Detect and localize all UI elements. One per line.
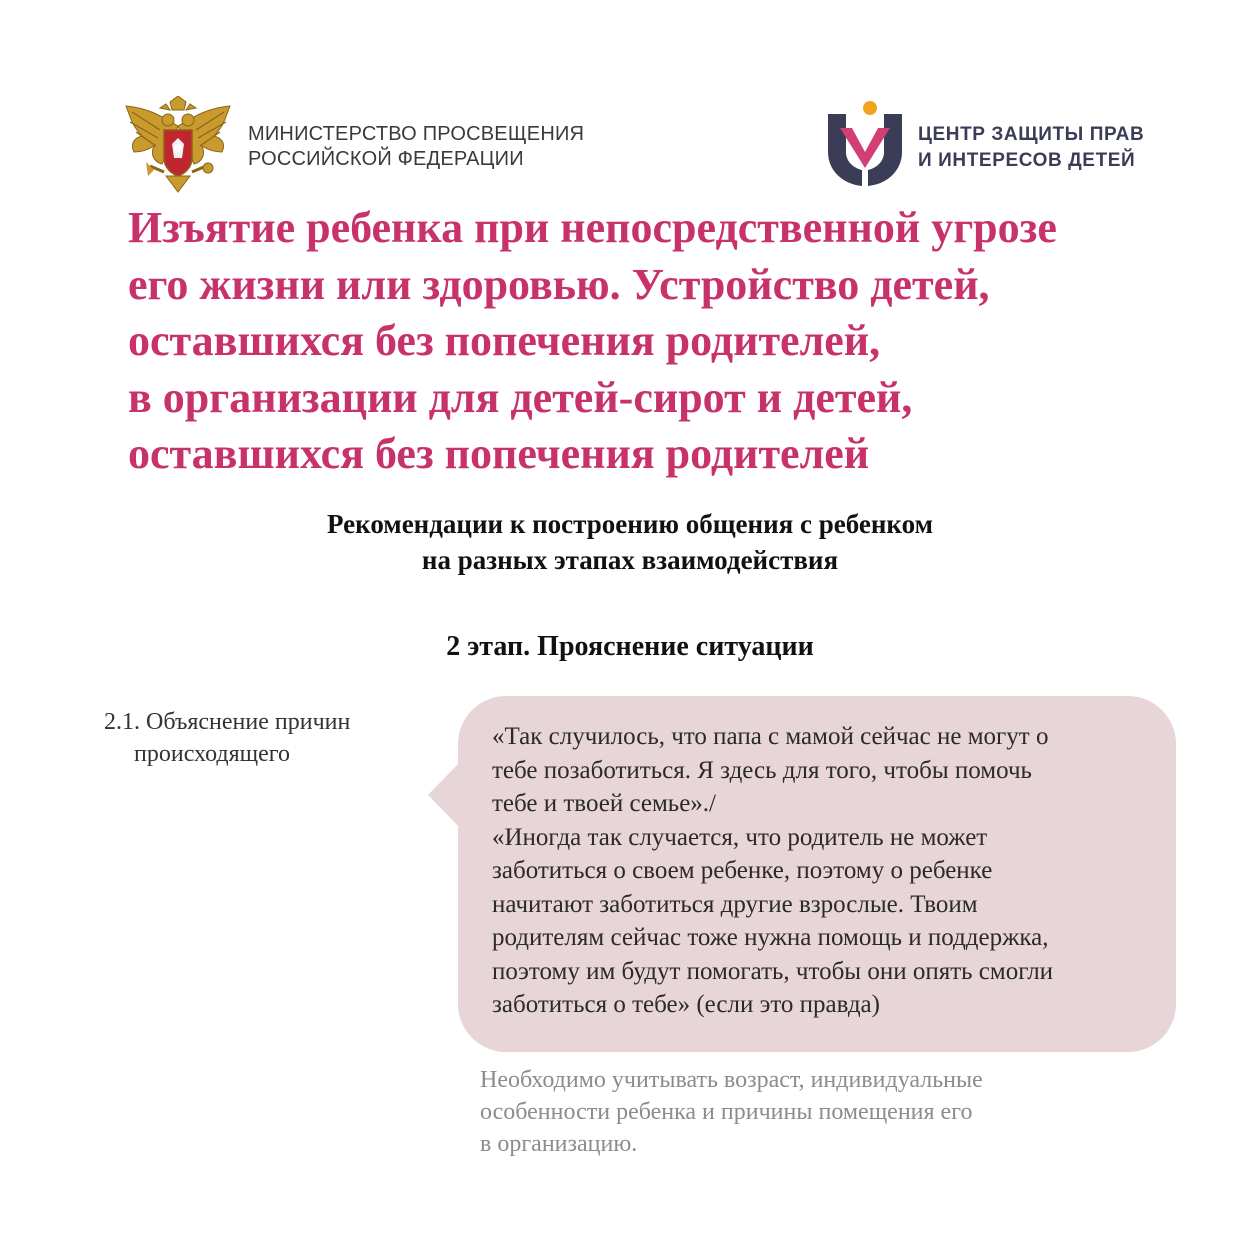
bubble-line: заботиться о тебе» (если это правда): [492, 991, 880, 1018]
page-subtitle: [0, 506, 1260, 578]
item-label-line: происходящего: [134, 741, 291, 767]
note-line: в организацию.: [480, 1131, 638, 1157]
center-name-line: ЦЕНТР ЗАЩИТЫ ПРАВ: [918, 124, 1145, 145]
center-name: [918, 122, 1144, 174]
bubble-line: поэтому им будут помогать, чтобы они опять смогли: [492, 957, 1054, 985]
bubble-line: «Так случилось, что папа с мамой сейчас не могут о: [492, 723, 1049, 750]
ministry-name-line: МИНИСТЕРСТВО ПРОСВЕЩЕНИЯ: [248, 123, 585, 145]
center-name-line: И ИНТЕРЕСОВ ДЕТЕЙ: [918, 150, 1136, 171]
title-line: Изъятие ребенка при непосредственной угрозе: [128, 203, 1057, 252]
ministry-name-line: РОССИЙСКОЙ ФЕДЕРАЦИИ: [248, 148, 524, 170]
speech-bubble-tail: [428, 760, 462, 830]
item-label: [104, 706, 424, 770]
ministry-name: [248, 122, 584, 172]
note-line: особенности ребенка и причины помещения его: [480, 1099, 973, 1125]
bubble-line: тебе и твоей семье»./: [492, 790, 716, 817]
bubble-line: заботиться о своем ребенке, поэтому о ребенке: [492, 857, 993, 884]
title-line: оставшихся без попечения родителей: [128, 429, 870, 478]
bubble-line: тебе позаботиться. Я здесь для того, чтобы помочь: [492, 756, 1032, 784]
title-line: его жизни или здоровью. Устройство детей,: [128, 259, 990, 309]
note-line: Необходимо учитывать возраст, индивидуальные: [480, 1067, 983, 1093]
russian-coat-of-arms-icon: [120, 96, 236, 194]
subtitle-line: на разных этапах взаимодействия: [421, 545, 839, 575]
bubble-line: «Иногда так случается, что родитель не может: [492, 823, 988, 851]
stage-title: 2 этап. Прояснение ситуации: [446, 631, 814, 662]
bubble-line: начитают заботиться другие взрослые. Твоим: [492, 890, 978, 918]
title-line: в организации для детей-сирот и детей,: [128, 372, 913, 422]
note-text: [480, 1064, 1180, 1160]
title-line: оставшихся без попечения родителей,: [128, 316, 881, 365]
bubble-line: родителям сейчас тоже нужна помощь и поддержка,: [492, 924, 1049, 951]
page-title: [128, 200, 1168, 483]
item-label-line: 2.1. Объяснение причин: [104, 709, 351, 735]
subtitle-line: Рекомендации к построению общения с ребенком: [327, 509, 933, 539]
hands-heart-logo-icon: [822, 100, 908, 190]
speech-bubble: [458, 696, 1176, 1052]
